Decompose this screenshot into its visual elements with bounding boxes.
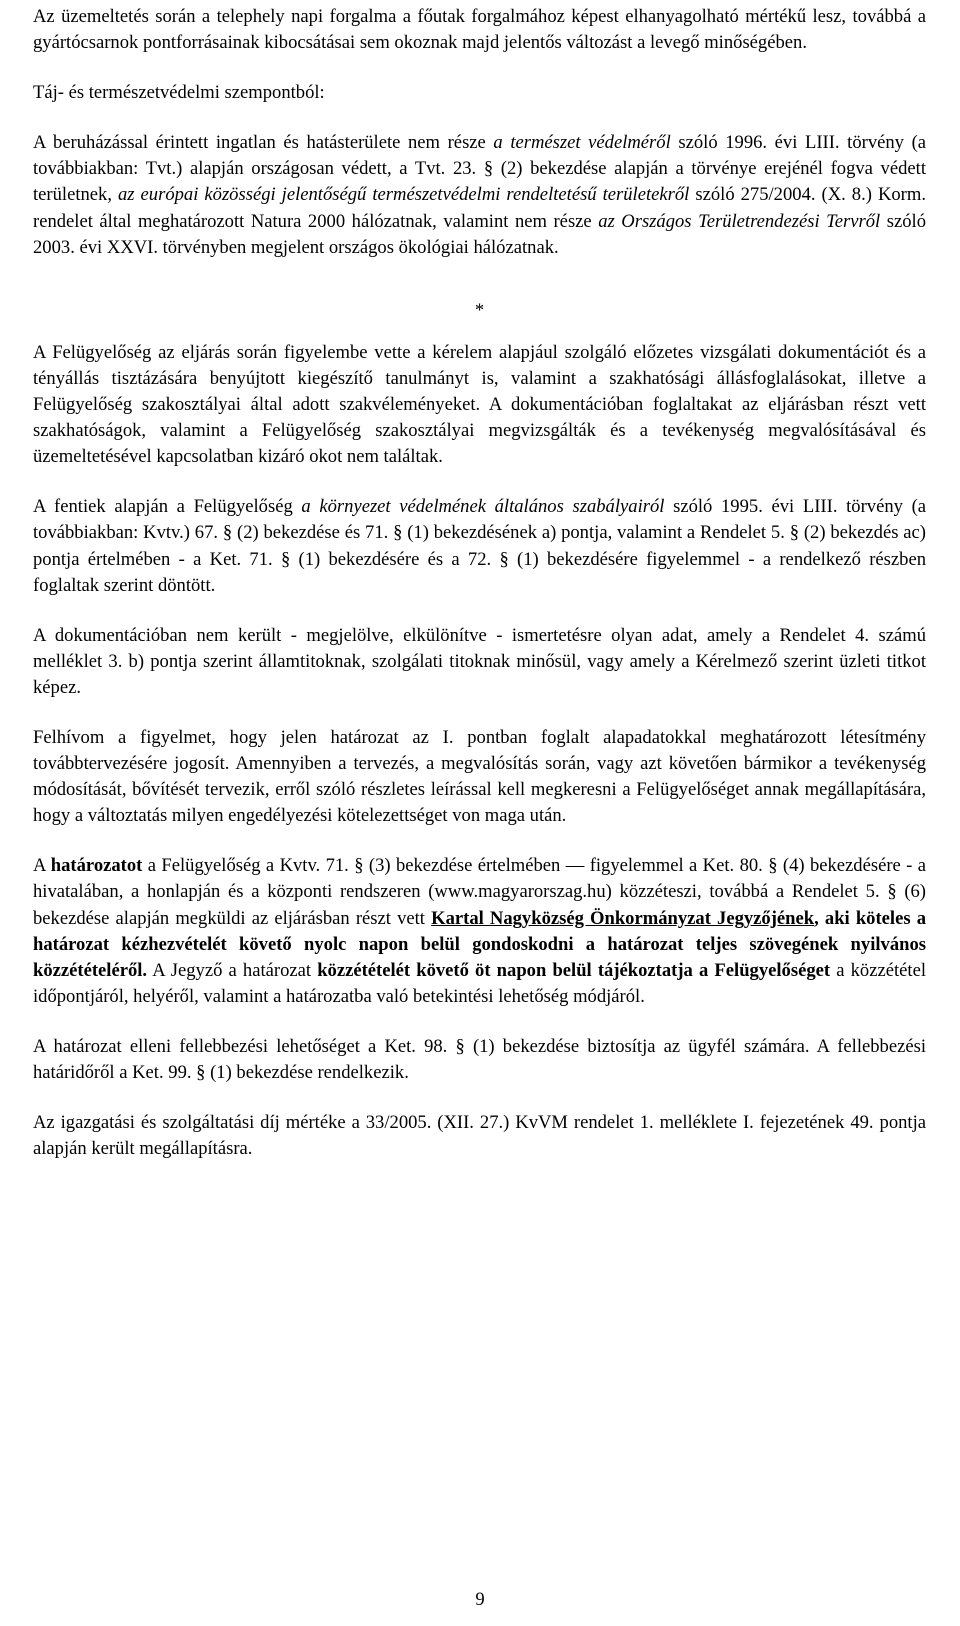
p2-law-title-nature: a természet védelméről (493, 132, 671, 154)
p4-text-a: A fentiek alapján a Felügyelőség (33, 496, 302, 518)
p2-law-title-spatial-plan: az Országos Területrendezési Tervről (598, 210, 881, 232)
p7-text-h: a közzététel időpontjáról, helyéről, valamint a határozatba való betekintési lehetőség módjáról. (33, 959, 926, 1007)
p2-text-c: szóló 1996. évi LIII. törvény (a továbbiakban: Tvt.) alapján országosan védett, a Tvt. 23. § (2) bekezdése alapján a törvénye erejénél fogva védett területnek, (33, 132, 927, 206)
p2-decree-title-natura: az európai közösségi jelentőségű természetvédelmi rendeltetésű területekről (118, 184, 690, 206)
section-separator: * (474, 299, 485, 321)
p7-text-c: a Felügyelőség a Kvtv. 71. § (3) bekezdése értelmében — figyelemmel a Ket. 80. § (4) bekezdésére - a hivatalában, a honlapján és a központi rendszeren (www.magyarorszag.hu) közzéteszi, továbbá a Rendelet 5. § (6) bekezdése alapján megküldi az eljárásban részt vett (33, 855, 926, 929)
p7-bold-hatarozatot: határozatot (50, 855, 143, 877)
p7-text-a: A (33, 855, 51, 877)
p7-notary-name-underline: Kartal Nagyközség Önkormányzat Jegyzőjének (431, 907, 815, 929)
p7-inform-bold: közzétételét követő öt napon belül tájékoztatja a Felügyelőséget (317, 959, 831, 981)
paragraph-air-quality: Az üzemeltetés során a telephely napi forgalma a főutak forgalmához képest elhanyagolható mértékű lesz, továbbá a gyártócsarnok pontforrásainak kibocsátásai sem okoznak majd jelentős változást a levegő minőségében. (33, 6, 926, 54)
p4-text-c: szóló 1995. évi LIII. törvény (a továbbiakban: Kvtv.) 67. § (2) bekezdése és 71. § (1) bekezdésének a) pontja, valamint a Rendelet 5. § (2) bekezdés ac) pontja értelmében - a Ket. 71. § (1) bekezdésére és a 72. § (1) bekezdésére figyelemmel - a rendelkező részben foglaltak szerint döntött. (33, 496, 927, 596)
paragraph-publication (33, 853, 926, 1010)
p2-text-e: szóló 275/2004. (X. 8.) Korm. rendelet által meghatározott Natura 2000 hálózatnak, valamint nem része (33, 184, 926, 232)
paragraph-attention-notice: Felhívom a figyelmet, hogy jelen határozat az I. pontban foglalt alapadatokkal meghatározott létesítmény továbbtervezésére jogosít. Amennyiben a tervezés, a megvalósítás során, vagy azt követően bármikor a tevékenység módosítását, bővítését tervezik, erről szóló részletes leírással kell megkeresni a Felügyelőséget annak megállapítására, hogy a változtatás milyen engedélyezési kötelezettséget von maga után. (33, 726, 926, 827)
heading-landscape-nature: Táj- és természetvédelmi szempontból: (33, 82, 325, 104)
paragraph-secret-data: A dokumentációban nem került - megjelölve, elkülönítve - ismertetésre olyan adat, amely a Rendelet 4. számú melléklet 3. b) pontja szerint államtitoknak, szolgálati titoknak minősül, vagy amely a Kérelmező szerint üzleti titkot képez. (33, 624, 926, 698)
paragraph-fee: Az igazgatási és szolgáltatási díj mértéke a 33/2005. (XII. 27.) KvVM rendelet 1. melléklete I. fejezetének 49. pontja alapján került megállapításra. (33, 1112, 926, 1160)
p2-text-a: A beruházással érintett ingatlan és hatásterülete nem része (33, 132, 494, 154)
p7-obligation-bold: , aki köteles a határozat kézhezvételét követő nyolc napon belül gondoskodni a határozat teljes szövegének nyilvános közzétételéről. (33, 907, 926, 981)
p7-text-f: A Jegyző a határozat (147, 959, 318, 981)
paragraph-appeal: A határozat elleni fellebbezési lehetőséget a Ket. 98. § (1) bekezdése biztosítja az ügyfél számára. A fellebbezési határidőről a Ket. 99. § (1) bekezdése rendelkezik. (33, 1035, 926, 1083)
p2-text-g: szóló 2003. évi XXVI. törvényben megjelent országos ökológiai hálózatnak. (33, 210, 926, 258)
page-number: 9 (475, 1589, 485, 1610)
p4-law-title-environment: a környezet védelmének általános szabályairól (301, 496, 665, 518)
paragraph-nature-protection (33, 130, 926, 260)
paragraph-decision-basis (33, 494, 926, 598)
p7-notary-name (431, 908, 814, 929)
paragraph-documentation-review: A Felügyelőség az eljárás során figyelembe vette a kérelem alapjául szolgáló előzetes vizsgálati dokumentációt és a tényállás tisztázására benyújtott kiegészítő tanulmányt is, valamint a szakhatósági állásfoglalásokat, illetve a Felügyelőség szakosztályai által adott szakvéleményeket. A dokumentációban foglaltakat az eljárásban részt vett szakhatóságok, valamint a Felügyelőség szakosztályai megvizsgálták és a tevékenység megvalósításával és üzemeltetésével kapcsolatban kizáró okot nem találtak. (33, 341, 926, 468)
